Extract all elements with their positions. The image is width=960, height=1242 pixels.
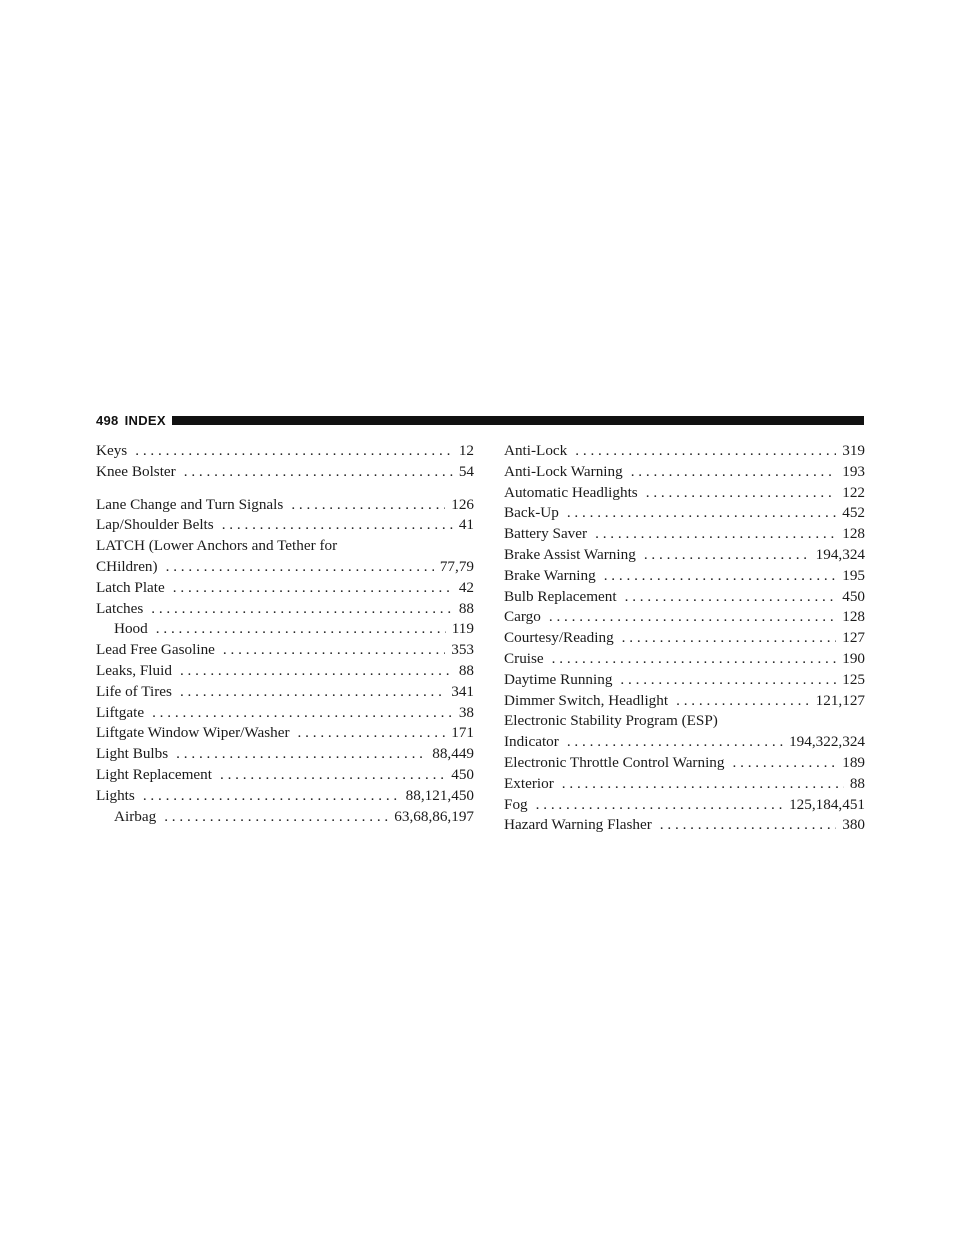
page-number: 498 (96, 412, 119, 428)
index-column-left (96, 441, 474, 827)
index-entry: Life of Tires . . . 341 (96, 682, 474, 703)
index-entry: Lights . . . 88,121,450 (96, 786, 474, 807)
index-entry: Light Replacement . . . 450 (96, 765, 474, 786)
index-entry: Light Bulbs . . . 88,449 (96, 744, 474, 765)
index-entry: Fog . . . 125,184,451 (504, 795, 865, 816)
index-entry: Keys . . . 12 (96, 441, 474, 462)
index-entry: Cargo . . . 128 (504, 607, 865, 628)
index-entry: Bulb Replacement . . . 450 (504, 587, 865, 608)
index-subentry: Hood . . . 119 (96, 619, 474, 640)
index-entry: Indicator . . . 194,322,324 (504, 732, 865, 753)
index-entry: Anti-Lock Warning . . . 193 (504, 462, 865, 483)
index-entry: Hazard Warning Flasher . . . 380 (504, 815, 865, 836)
index-entry: CHildren) . . . 77,79 (96, 557, 474, 578)
index-entry: Anti-Lock . . . 319 (504, 441, 865, 462)
index-entry: Knee Bolster . . . 54 (96, 462, 474, 483)
index-subentry: Airbag . . . 63,68,86,197 (96, 807, 474, 828)
index-entry: Courtesy/Reading . . . 127 (504, 628, 865, 649)
index-column-right (504, 441, 865, 836)
index-entry: Latch Plate . . . 42 (96, 578, 474, 599)
index-entry: Lane Change and Turn Signals . . . 126 (96, 495, 474, 516)
index-entry: Automatic Headlights . . . 122 (504, 483, 865, 504)
index-entry: Exterior . . . 88 (504, 774, 865, 795)
index-entry: Liftgate Window Wiper/Washer . . . 171 (96, 723, 474, 744)
index-entry: Leaks, Fluid . . . 88 (96, 661, 474, 682)
index-entry: Cruise . . . 190 (504, 649, 865, 670)
index-entry: Lead Free Gasoline . . . 353 (96, 640, 474, 661)
header-rule (172, 416, 864, 425)
index-entry: Liftgate . . . 38 (96, 703, 474, 724)
index-entry: Electronic Throttle Control Warning . . . 189 (504, 753, 865, 774)
index-entry: Latches . . . 88 (96, 599, 474, 620)
index-entry: Daytime Running . . . 125 (504, 670, 865, 691)
section-title: INDEX (124, 412, 166, 428)
index-entry-line: LATCH (Lower Anchors and Tether for (96, 537, 338, 555)
index-entry: Lap/Shoulder Belts . . . 41 (96, 515, 474, 536)
index-entry: Dimmer Switch, Headlight . . . 121,127 (504, 691, 865, 712)
index-entry: Battery Saver . . . 128 (504, 524, 865, 545)
index-entry: Brake Warning . . . 195 (504, 566, 865, 587)
index-entry-line: Electronic Stability Program (ESP) (504, 712, 718, 730)
index-entry: Brake Assist Warning . . . 194,324 (504, 545, 865, 566)
index-entry: Back-Up . . . 452 (504, 503, 865, 524)
page-header (96, 412, 864, 428)
